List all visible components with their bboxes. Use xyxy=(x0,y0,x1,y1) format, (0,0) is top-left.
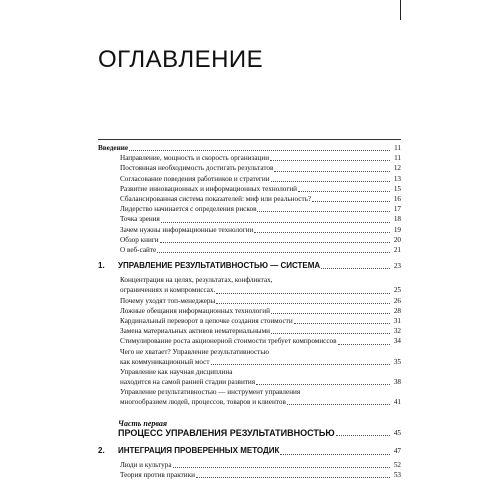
chapter-title: УПРАВЛЕНИЕ РЕЗУЛЬТАТИВНОСТЬЮ — СИСТЕМА xyxy=(118,261,321,271)
toc-entry-page: 32 xyxy=(393,327,401,336)
toc-subentry xyxy=(98,245,401,255)
dot-leader xyxy=(321,268,390,269)
dot-leader xyxy=(256,384,390,385)
dot-leader xyxy=(294,323,390,324)
page-title: ОГЛАВЛЕНИЕ xyxy=(98,46,264,73)
toc-subentry-line: Управление результативностью — инструмент управления xyxy=(120,388,301,397)
toc-entry-label: Лидерство начинается с определения рисков xyxy=(120,205,257,214)
toc-entry-label: Сбалансированная система показателей: миф или реальность? xyxy=(120,195,312,204)
toc-entry-page: 16 xyxy=(393,195,401,204)
dot-leader xyxy=(216,303,390,304)
toc-entry-page: 31 xyxy=(393,317,401,326)
toc-entry-label: Люди и культура xyxy=(120,460,172,469)
toc-entry-page: 12 xyxy=(393,164,401,173)
toc-entry-page: 19 xyxy=(393,225,401,234)
dot-leader xyxy=(312,201,390,202)
part-page: 45 xyxy=(393,429,401,438)
header-rule xyxy=(400,0,401,20)
toc-entry-page: 41 xyxy=(393,398,401,407)
toc-subentry xyxy=(98,357,401,367)
toc-subentry xyxy=(98,225,401,235)
dot-leader xyxy=(271,333,390,334)
toc-entry-label: Замена материальных активов нематериальными xyxy=(120,327,271,336)
toc-top-rule xyxy=(98,139,401,140)
dot-leader xyxy=(196,477,390,478)
toc-chapter-1 xyxy=(98,261,401,271)
dot-leader xyxy=(271,181,390,182)
toc-entry-page: 38 xyxy=(393,377,401,386)
toc-entry-label: Введение xyxy=(98,144,129,152)
dot-leader xyxy=(173,467,390,468)
dot-leader xyxy=(161,222,390,223)
toc-subentry xyxy=(98,174,401,184)
intro-subentries xyxy=(98,153,401,255)
chapter-number: 2. xyxy=(98,446,105,456)
toc-entry-intro xyxy=(98,143,401,153)
dot-leader xyxy=(287,404,390,405)
toc-entry-page: 18 xyxy=(393,215,401,224)
toc-entry-page: 11 xyxy=(394,154,401,163)
chapter-page: 47 xyxy=(393,447,401,456)
toc-subentry xyxy=(98,194,401,204)
toc-subentry xyxy=(98,460,401,470)
toc-entry-label: Точка зрения xyxy=(120,215,160,224)
toc-entry-page: 11 xyxy=(394,144,401,152)
toc-entry-page: 17 xyxy=(393,205,401,214)
dot-leader xyxy=(254,232,390,233)
toc-subentry xyxy=(98,184,401,194)
toc-entry-page: 13 xyxy=(393,174,401,183)
chapter2-subentries xyxy=(98,460,401,480)
toc-entry-page: 21 xyxy=(393,246,401,255)
toc-entry-page: 52 xyxy=(393,460,401,469)
toc-chapter-2 xyxy=(98,446,401,456)
toc-entry-label: Обзор книги xyxy=(120,235,159,244)
toc-subentry-line: Концентрация на целях, результатах, конфликтах, xyxy=(120,276,273,285)
dot-leader xyxy=(280,454,390,455)
part-label: Часть первая xyxy=(118,419,168,429)
toc-subentry-line: Управление как научная дисциплина xyxy=(120,367,233,376)
toc-entry-page: 34 xyxy=(393,337,401,346)
dot-leader xyxy=(274,171,390,172)
dot-leader xyxy=(157,252,390,253)
dot-leader xyxy=(216,293,390,294)
dot-leader xyxy=(271,313,390,314)
toc-entry-page: 15 xyxy=(393,184,401,193)
dot-leader xyxy=(211,364,390,365)
chapter-title: ИНТЕГРАЦИЯ ПРОВЕРЕННЫХ МЕТОДИК xyxy=(118,446,280,456)
toc-entry-page: 53 xyxy=(393,470,401,479)
toc-subentry xyxy=(98,397,401,407)
toc-subentry-line: Чего не хватает? Управление результативностью xyxy=(120,347,269,356)
toc-subentry xyxy=(98,296,401,306)
toc-entry-label: Почему уходят топ-менеджеры xyxy=(120,296,216,305)
toc-subentry xyxy=(98,316,401,326)
toc-subentry xyxy=(98,377,401,387)
toc-entry-label: ограничениях и компромиссах. xyxy=(120,286,216,295)
toc-entry-page: 26 xyxy=(393,296,401,305)
toc-subentry xyxy=(98,163,401,173)
toc-entry-label: Теория против практики xyxy=(120,470,195,479)
toc-entry-label: Развитие инновационных и информационных технологий xyxy=(120,184,298,193)
toc-entry-label: Зачем нужны информационные технологии xyxy=(120,225,254,234)
toc-subentry xyxy=(98,235,401,245)
toc-entry-label: многообразием людей, процессов, товаров и клиентов xyxy=(120,398,286,407)
chapter-number: 1. xyxy=(98,261,105,271)
toc-subentry xyxy=(98,204,401,214)
toc-subentry xyxy=(98,214,401,224)
dot-leader xyxy=(270,160,390,161)
toc-entry-label: Постоянная необходимость достигать результатов xyxy=(120,164,274,173)
chapter-page: 23 xyxy=(393,262,401,271)
part-title: ПРОЦЕСС УПРАВЛЕНИЯ РЕЗУЛЬТАТИВНОСТЬЮ xyxy=(118,428,335,439)
toc-entry-label: Стимулирование роста акционерной стоимости требует компромиссов xyxy=(120,337,337,346)
toc-part-1 xyxy=(98,428,401,438)
toc-subentry xyxy=(98,285,401,295)
toc-entry-label: Ложные обещания информационных технологий xyxy=(120,306,270,315)
toc-entry-label: как коммуникационный мост xyxy=(120,357,210,366)
toc-subentry xyxy=(98,306,401,316)
toc-entry-page: 35 xyxy=(393,357,401,366)
dot-leader xyxy=(160,242,390,243)
toc-entry-page: 20 xyxy=(393,235,401,244)
chapter1-subentries xyxy=(98,275,401,407)
toc-subentry xyxy=(98,326,401,336)
dot-leader xyxy=(257,211,390,212)
toc-entry-label: Направление, мощность и скорость организации xyxy=(120,154,270,163)
toc-entry-page: 25 xyxy=(393,286,401,295)
toc-subentry xyxy=(98,470,401,480)
dot-leader xyxy=(338,344,390,345)
dot-leader xyxy=(298,191,390,192)
toc-subentry xyxy=(98,153,401,163)
toc-entry-label: О веб-сайте xyxy=(120,246,157,255)
toc-entry-page: 28 xyxy=(393,306,401,315)
table-of-contents xyxy=(98,139,401,480)
toc-subentry xyxy=(98,336,401,346)
toc-entry-label: находится на самой ранней стадии развития xyxy=(120,377,256,386)
dot-leader xyxy=(129,150,390,151)
toc-entry-label: Согласование поведения работников и стратегии xyxy=(120,174,270,183)
dot-leader xyxy=(336,435,390,436)
toc-entry-label: Кардинальный переворот в цепочке создания стоимости xyxy=(120,317,293,326)
